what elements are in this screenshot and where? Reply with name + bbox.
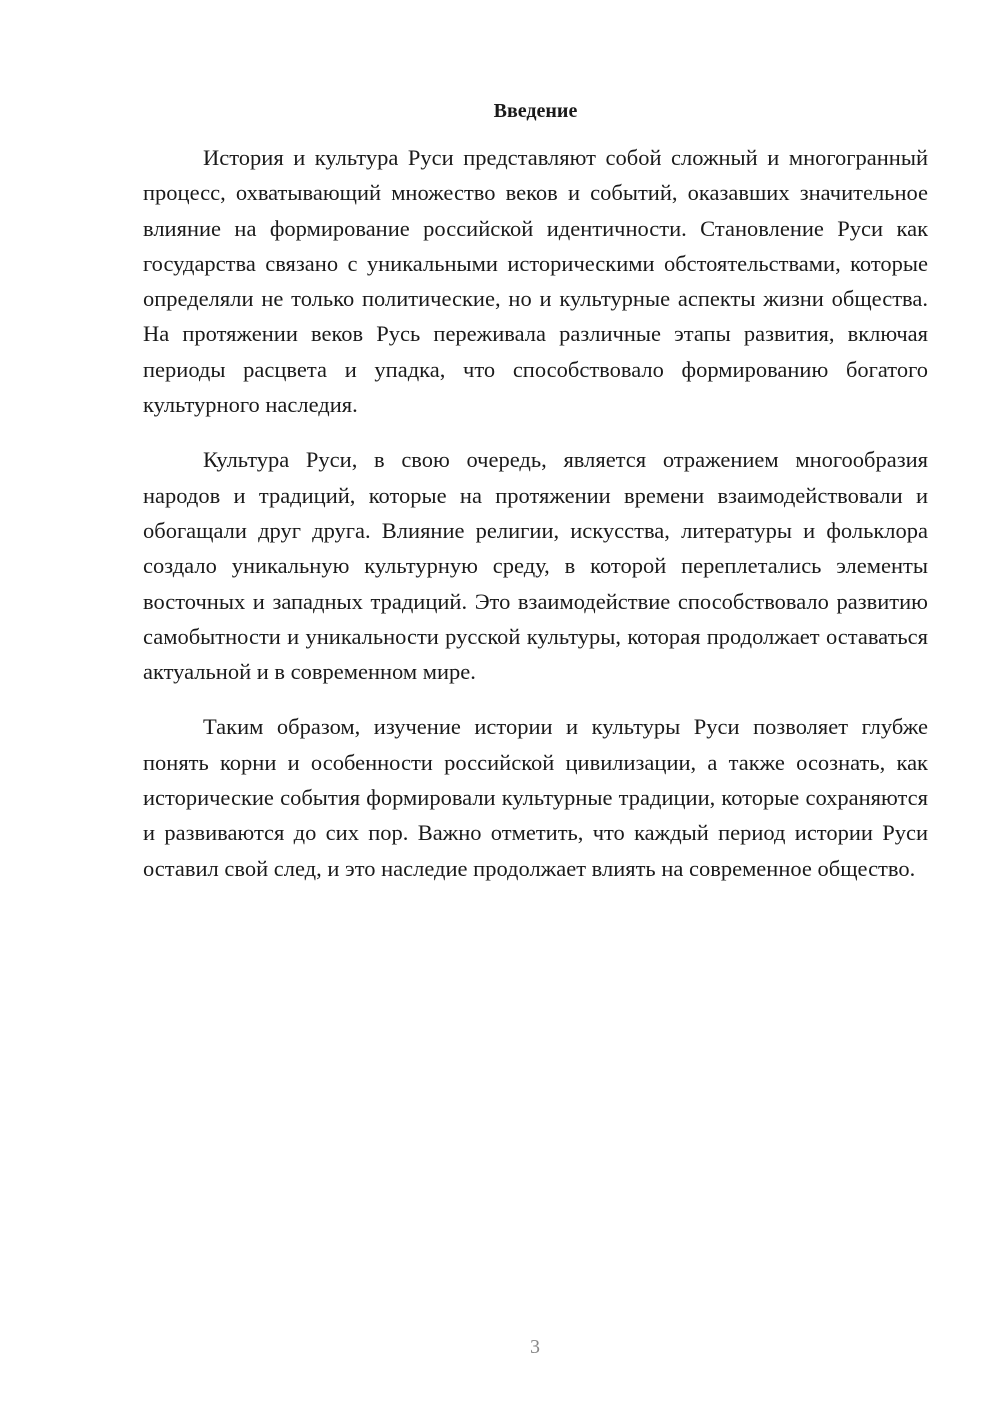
page-content [143,96,928,906]
paragraph-2: Культура Руси, в свою очередь, является отражением многообразия народов и традиций, которые на протяжении времени взаимодействовали и обогащали друг друга. Влияние религии, искусства, литературы и фольклора создало уникальную культурную среду, в которой переплетались элементы восточных и западных традиций. Это взаимодействие способствовало развитию самобытности и уникальности русской культуры, которая продолжает оставаться актуальной и в современном мире. [143,447,928,685]
paragraph-3: Таким образом, изучение истории и культуры Руси позволяет глубже понять корни и особенности российской цивилизации, а также осознать, как исторические события формировали культурные традиции, которые сохраняются и развиваются до сих пор. Важно отметить, что каждый период истории Руси оставил свой след, и это наследие продолжает влиять на современное общество. [143,714,928,881]
page-number: 3 [530,1336,540,1358]
paragraph-1: История и культура Руси представляют собой сложный и многогранный процесс, охватывающий множество веков и событий, оказавших значительное влияние на формирование российской идентичности. Становление Руси как государства связано с уникальными историческими обстоятельствами, которые определяли не только политические, но и культурные аспекты жизни общества. На протяжении веков Русь переживала различные этапы развития, включая периоды расцвета и упадка, что способствовало формированию богатого культурного наследия. [143,145,928,418]
section-heading: Введение [493,100,578,122]
